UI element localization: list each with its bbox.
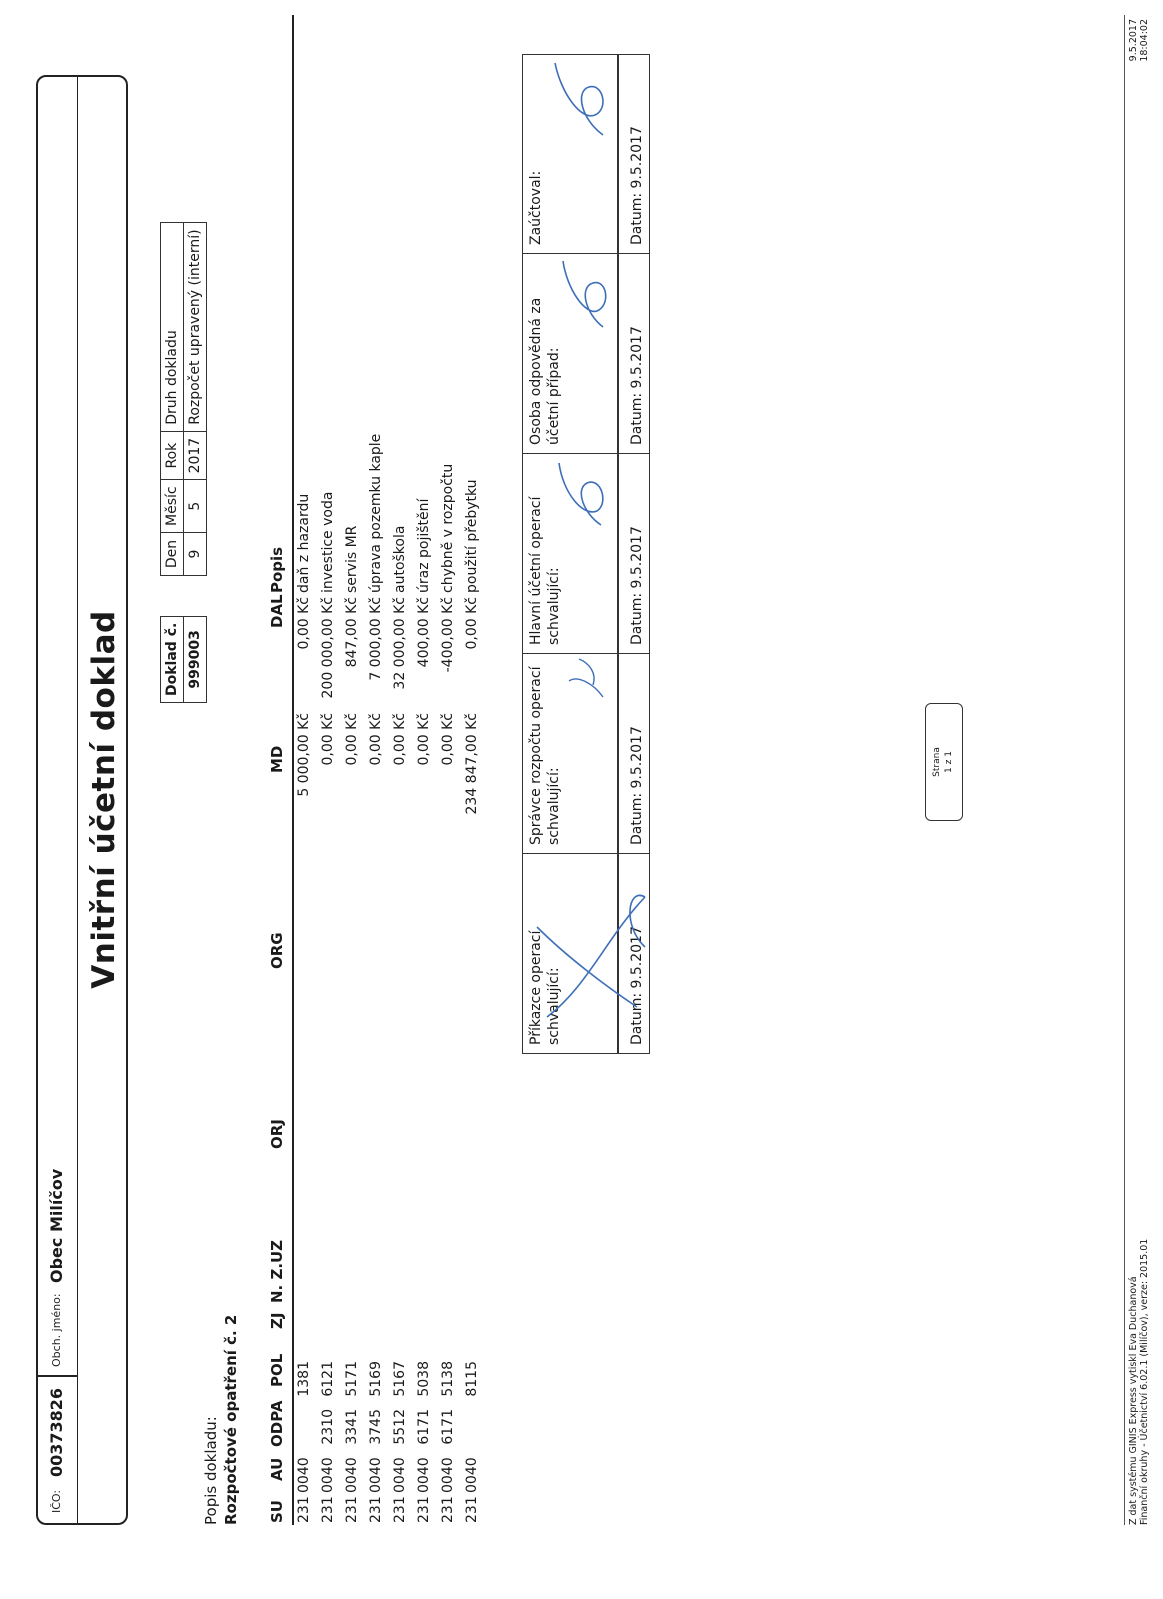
signature-title: Osoba odpovědná za účetní případ: [528,297,562,445]
col-uz: UZ [268,1239,286,1263]
signature-date: Datum: 9.5.2017 [629,326,645,445]
footer-line-2: Finanční okruhy - Účetnictví 6.02.1 (Milíčov), verze: 2015.01 [1139,1238,1150,1525]
table-row [416,0,440,1599]
cell-odpa: 6171 [416,1409,432,1445]
year-value: 2017 [184,431,207,480]
company-name-label: Obch. jméno: [50,1293,63,1367]
col-su: SU [268,1500,286,1523]
cell-su: 231 [440,1496,456,1523]
cell-su: 231 [368,1496,384,1523]
col-au: AU [268,1457,286,1481]
cell-au: 0040 [440,1457,456,1493]
cell-dal: 0,00 Kč [464,597,480,650]
footer-source [1128,1239,1150,1525]
table-row [296,0,320,1599]
ico-value: 00373826 [47,1387,66,1477]
signature-title: Zaúčtoval: [528,170,544,245]
table-row [464,0,488,1599]
signature-title: Správce rozpočtu operací schvalující: [528,666,562,845]
cell-au: 0040 [344,1457,360,1493]
col-odpa: ODPA [268,1400,286,1447]
handwritten-signature [527,857,647,1047]
print-date: 9.5.2017 [1128,19,1139,62]
signature-box [522,54,650,1054]
table-row [344,0,368,1599]
cell-pol: 5138 [440,1361,456,1397]
cell-pol: 5169 [368,1361,384,1397]
header-top-row [38,77,78,1523]
page-label: Strana [932,747,942,777]
col-orj: ORJ [268,1119,286,1149]
cell-popis: autoškola [392,525,408,593]
cell-md: 5 000,00 Kč [296,713,312,797]
doc-number-label: Doklad č. [161,616,184,702]
signature-title: Příkazce operací schvalující: [528,930,562,1045]
header-rule [292,15,294,1525]
footer-line-1: Z dat systému GINIS Express vytiskl Eva Duchanová [1128,1276,1139,1525]
month-label: Měsíc [161,480,184,533]
footer-rule [1124,15,1125,1525]
col-popis: Popis [268,546,286,593]
handwritten-signature [557,255,615,335]
cell-odpa: 3341 [344,1409,360,1445]
cell-popis: úprava pozemku kaple [368,433,384,593]
cell-popis: úraz pojištění [416,498,432,593]
header-divider [38,1376,78,1378]
cell-dal: -400,00 Kč [440,597,456,673]
cell-pol: 8115 [464,1361,480,1397]
cell-dal: 32 000,00 Kč [392,597,408,690]
col-nz: N. Z. [268,1262,286,1303]
table-row [440,0,464,1599]
cell-dal: 400,00 Kč [416,597,432,668]
signature-cell-hlavni-ucetni [523,453,649,653]
page-title: Vnitřní účetní doklad [86,610,122,989]
signature-date: Datum: 9.5.2017 [629,126,645,245]
cell-pol: 1381 [296,1361,312,1397]
cell-su: 231 [296,1496,312,1523]
cell-odpa: 2310 [320,1409,336,1445]
signature-date: Datum: 9.5.2017 [629,726,645,845]
cell-au: 0040 [416,1457,432,1493]
day-value: 9 [184,533,207,576]
cell-pol: 5167 [392,1361,408,1397]
cell-popis: daň z hazardu [296,493,312,593]
handwritten-signature [553,457,615,533]
page-number-box [925,703,963,821]
cell-au: 0040 [320,1457,336,1493]
cell-au: 0040 [296,1457,312,1493]
cell-pol: 5038 [416,1361,432,1397]
handwritten-signature [563,655,613,703]
cell-odpa: 5512 [392,1409,408,1445]
col-org: ORG [268,932,286,969]
doc-type-value: Rozpočet upravený (interní) [184,223,207,431]
cell-dal: 200 000,00 Kč [320,597,336,699]
cell-au: 0040 [368,1457,384,1493]
table-row [368,0,392,1599]
signature-date: Datum: 9.5.2017 [629,526,645,645]
cell-odpa: 6171 [440,1409,456,1445]
cell-su: 231 [416,1496,432,1523]
cell-md: 0,00 Kč [440,713,456,766]
cell-su: 231 [344,1496,360,1523]
cell-md: 0,00 Kč [416,713,432,766]
signature-date: Datum: 9.5.2017 [629,926,645,1045]
cell-md: 0,00 Kč [344,713,360,766]
signature-cell-prikazce [523,853,649,1053]
footer-print-stamp [1128,19,1150,119]
cell-popis: chybně v rozpočtu [440,463,456,593]
doc-number-table [160,616,207,703]
description-value: Rozpočtové opatření č. 2 [222,1314,240,1525]
col-md: MD [268,745,286,773]
col-pol: POL [268,1353,286,1387]
day-label: Den [161,533,184,576]
handwritten-signature [549,57,615,143]
doc-number-value: 999003 [184,616,207,702]
page-value: 1 z 1 [944,751,954,773]
cell-dal: 0,00 Kč [296,597,312,650]
cell-md: 234 847,00 Kč [464,713,480,815]
year-label: Rok [161,431,184,480]
cell-md: 0,00 Kč [368,713,384,766]
signature-cell-zauctoval [523,53,649,253]
description-label: Popis dokladu: [202,1416,220,1525]
doc-date-type-table [160,222,207,576]
cell-odpa: 3745 [368,1409,384,1445]
cell-pol: 5171 [344,1361,360,1397]
doc-type-label: Druh dokladu [161,223,184,431]
cell-dal: 7 000,00 Kč [368,597,384,681]
ico-label: IČO: [50,1489,63,1513]
cell-au: 0040 [464,1457,480,1493]
cell-popis: investice voda [320,491,336,593]
company-name-value: Obec Milíčov [47,1168,66,1283]
cell-pol: 6121 [320,1361,336,1397]
cell-su: 231 [392,1496,408,1523]
table-row [392,0,416,1599]
col-dal: DAL [268,594,286,628]
month-value: 5 [184,480,207,533]
print-time: 18:04:02 [1139,19,1150,62]
col-zj: ZJ [268,1312,286,1329]
cell-popis: použití přebytku [464,479,480,593]
cell-md: 0,00 Kč [392,713,408,766]
signature-cell-osoba-odpovedna [523,253,649,453]
table-row [320,0,344,1599]
cell-popis: servis MR [344,525,360,593]
cell-su: 231 [464,1496,480,1523]
cell-su: 231 [320,1496,336,1523]
signature-title: Hlavní účetní operací schvalující: [528,496,562,645]
signature-cell-spravce [523,653,649,853]
cell-md: 0,00 Kč [320,713,336,766]
cell-dal: 847,00 Kč [344,597,360,668]
cell-au: 0040 [392,1457,408,1493]
